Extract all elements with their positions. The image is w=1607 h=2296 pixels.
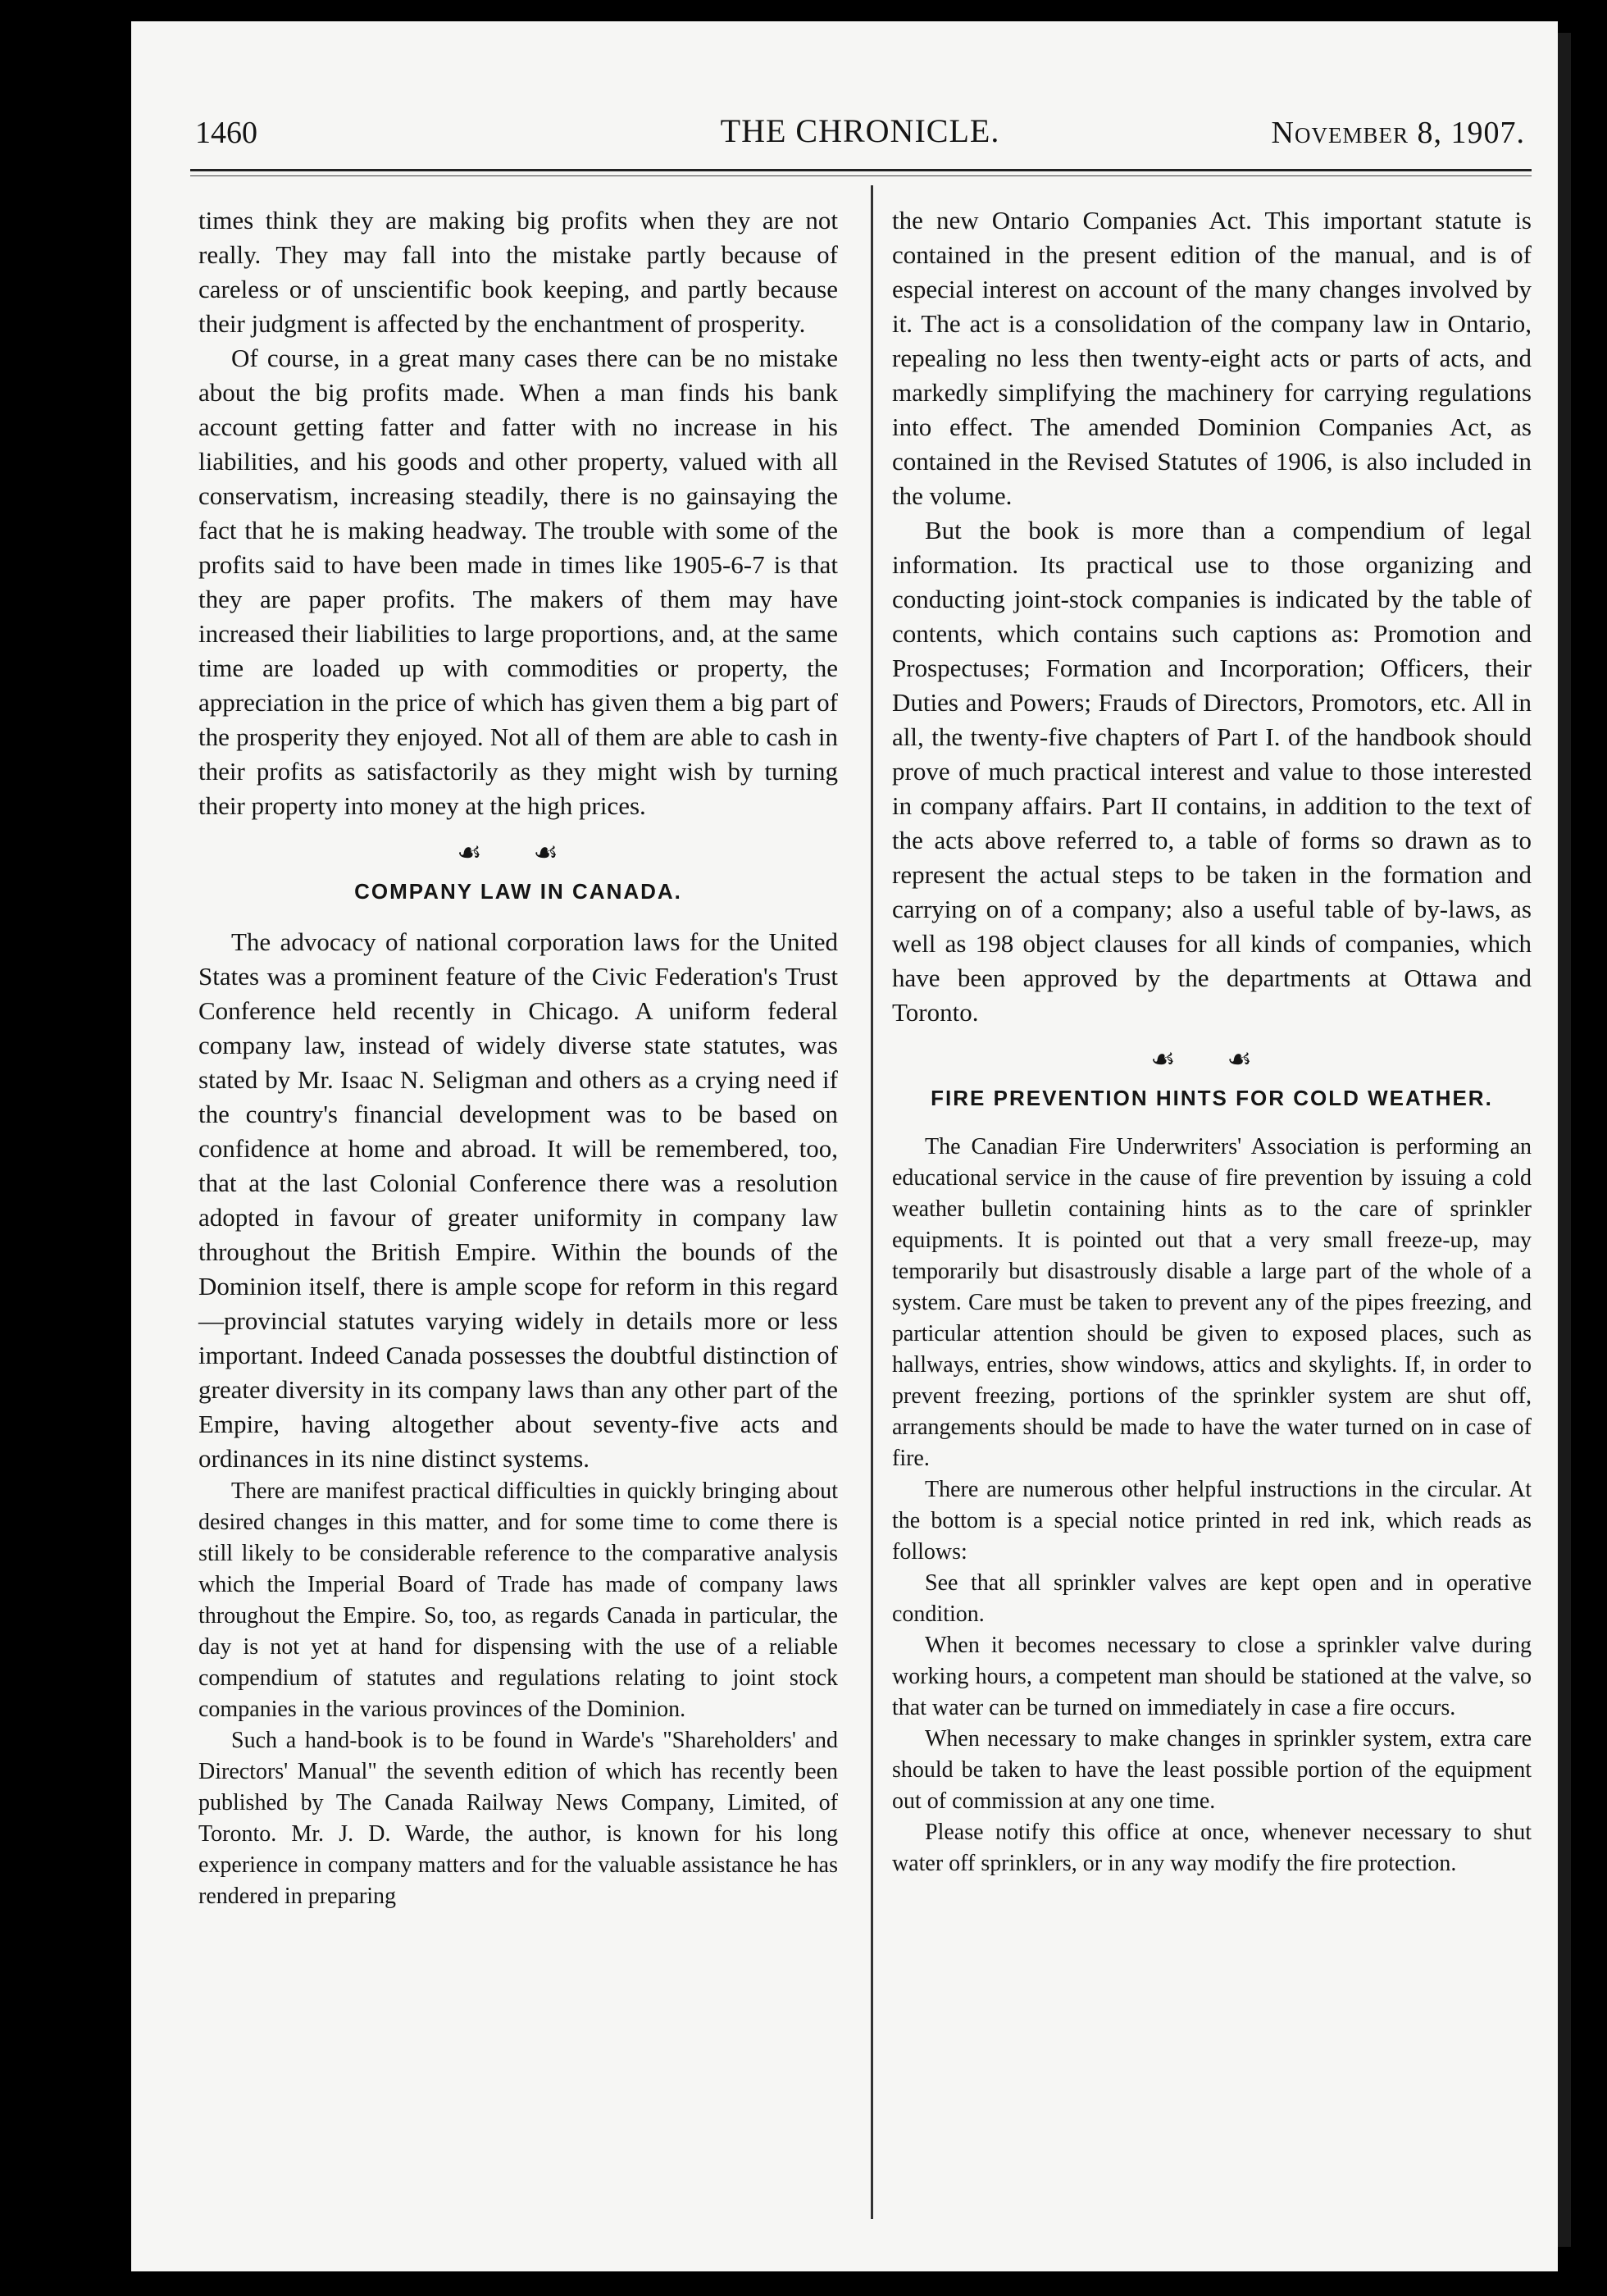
paragraph: Of course, in a great many cases there can be no mistake about the big profits made. When a man finds his bank account getting fatter and fatter with no increase in his liabilities, and his goods and other property, valued with all conservatism, increasing steadily, there is no gainsaying the fact that he is making headway. The trouble with some of the profits said to have been made in times like 1905-6-7 is that they are paper profits. The makers of them may have increased their liabilities to large proportions, and, at the same time are loaded up with commodities or property, the appreciation in the price of which has given them a big part of the prosperity they enjoyed. Not all of them are able to cash in their profits as satisfactorily as they might wish by turning their property into money at the high prices. [198,344,838,820]
left-column [198,203,838,1912]
issue-date: November 8, 1907. [1271,116,1525,150]
paragraph: The advocacy of national corporation laws for the United States was a prominent feature of the Civic Federation's Trust Conference held recently in Chicago. A uniform federal company law, instead of widely diverse state statutes, was stated by Mr. Isaac N. Seligman and others as a crying need if the country's financial development was to be based on confidence at home and abroad. It will be remembered, too, that at the last Colonial Conference there was a resolution adopted in favour of greater uniformity in company law throughout the British Empire. Within the bounds of the Dominion itself, there is ample scope for reform in this regard—provincial statutes varying widely in details more or less important. Indeed Canada possesses the doubtful distinction of greater diversity in its company laws than any other part of the Empire, having altogether about seventy-five acts and ordinances in its nine distinct systems. [198,927,838,1473]
section-ornament: ☙ ☙ [457,836,580,869]
header-rule-thin [190,175,1532,176]
section-title-fire-prevention: FIRE PREVENTION HINTS FOR COLD WEATHER. [931,1086,1493,1110]
paragraph: See that all sprinkler valves are kept open and in operative condition. [892,1570,1532,1627]
paragraph: Please notify this office at once, whenever necessary to shut water off sprinklers, or in any way modify the fire protection. [892,1820,1532,1876]
paragraph: There are manifest practical difficulties in quickly bringing about desired changes in this matter, and for some time to come there is still likely to be considerable reference to the comparative analysis which the Imperial Board of Trade has made of company laws throughout the Empire. So, too, as regards Canada in particular, the day is not yet at hand for dispensing with the use of a reliable compendium of statutes and regulations relating to joint stock companies in the various provinces of the Dominion. [198,1478,838,1722]
right-column [892,203,1532,1879]
header-rule [190,169,1532,171]
column-divider [871,185,873,2219]
paragraph: When necessary to make changes in sprinkler system, extra care should be taken to have the least possible portion of the equipment out of commission at any one time. [892,1726,1532,1814]
paragraph: But the book is more than a compendium of legal information. Its practical use to those organizing and conducting joint-stock companies is indicated by the table of contents, which contains such captions as: Promotion and Prospectuses; Formation and Incorporation; Officers, their Duties and Powers; Frauds of Directors, Promotors, etc. All in all, the twenty-five chapters of Part I. of the handbook should prove of much practical interest and value to those interested in company affairs. Part II contains, in addition to the text of the acts above referred to, a table of forms so drawn as to represent the actual steps to be taken in the formation and carrying on of a company; also a useful table of by-laws, as well as 198 object clauses for all kinds of companies, which have been approved by the departments at Ottawa and Toronto. [892,516,1532,1027]
paragraph: The Canadian Fire Underwriters' Association is performing an educational service in the cause of fire prevention by issuing a cold weather bulletin containing hints as to the care of sprinkler equipments. It is pointed out that a very small freeze-up, may temporarily but disastrously disable a large part of the whole of a system. Care must be taken to prevent any of the pipes freezing, and particular attention should be given to exposed places, such as hallways, entries, show windows, attics and skylights. If, in order to prevent freezing, portions of the sprinkler system are shut off, arrangements should be made to have the water turned on in case of fire. [892,1134,1532,1471]
page-header [195,103,1525,153]
paragraph: Such a hand-book is to be found in Warde's "Shareholders' and Directors' Manual" the seventh edition of which has recently been published by The Canada Railway News Company, Limited, of Toronto. Mr. J. D. Warde, the author, is known for his long experience in company matters and for the valuable assistance he has rendered in preparing [198,1728,838,1909]
section-ornament: ☙ ☙ [1150,1043,1273,1076]
paragraph: There are numerous other helpful instructions in the circular. At the bottom is a special notice printed in red ink, which reads as follows: [892,1477,1532,1565]
newspaper-page [131,21,1558,2271]
page-edge-shadow [1558,33,1571,2247]
paragraph: When it becomes necessary to close a sprinkler valve during working hours, a competent man should be stationed at the valve, so that water can be turned on immediately in case a fire occurs. [892,1633,1532,1720]
paragraph: times think they are making big profits when they are not really. They may fall into the mistake partly because of careless or of unscientific book keeping, and partly because their judgment is affected by the enchantment of prosperity. [198,206,838,338]
publication-title: THE CHRONICLE. [720,112,1000,149]
paragraph: the new Ontario Companies Act. This important statute is contained in the present edition of the manual, and is of especial interest on account of the many changes involved by it. The act is a consolidation of the company law in Ontario, repealing no less then twenty-eight acts or parts of acts, and markedly simplifying the machinery for carrying regulations into effect. The amended Dominion Companies Act, as contained in the Revised Statutes of 1906, is also included in the volume. [892,206,1532,510]
section-title-company-law: COMPANY LAW IN CANADA. [354,879,682,904]
page-number: 1460 [195,116,257,150]
